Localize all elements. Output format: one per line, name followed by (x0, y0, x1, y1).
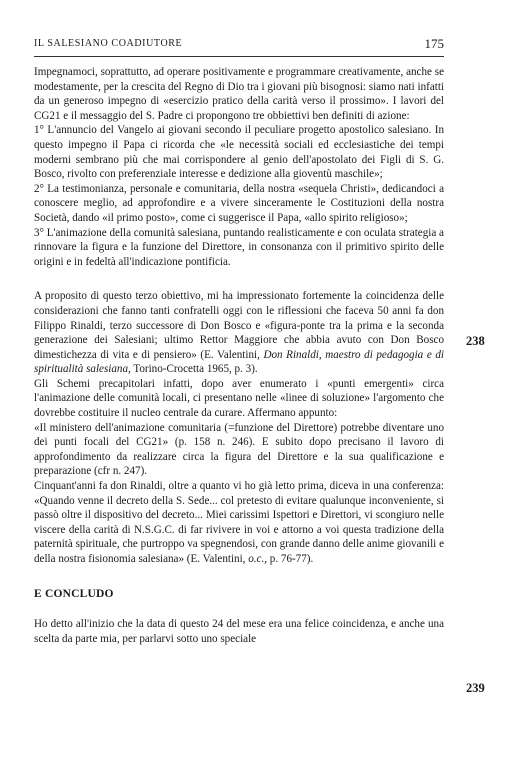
paragraph-text: Cinquant'anni fa don Rinaldi, oltre a quanto vi ho già letto prima, diceva in una conferenza: «Quando venne il decreto della S. Sede... col pretesto di evitare qualunque inconveniente, si passò oltre il dispositivo del decreto... Miei carissimi Ispettori e Direttori, vi scongiuro nelle viscere della carità di N.S.G.C. di far rivivere in voi e attorno a voi questa tradizione della paternità spirituale, che purtroppo va spegnendosi, con grande danno delle anime giovanili e della nostra fisionomia salesiana» (E. Valentini, (34, 480, 444, 565)
paragraph: 3° L'animazione della comunità salesiana, puntando realisticamente e con oculata strategia a rinnovare la figura e la funzione del Direttore, in consonanza con il primitivo spirito delle origini e in fedeltà all'indicazione pontificia. (34, 226, 444, 268)
page-body (34, 65, 444, 646)
paragraph: «Il ministero dell'animazione comunitaria (=funzione del Direttore) potrebbe diventare uno dei punti focali del CG21» (p. 158 n. 246). E subito dopo precisano il lavoro di approfondimento da realizzare circa la figura del Direttore e la sua qualificazione e preparazione (cfr n. 247). (34, 421, 444, 478)
citation-title: o.c., (248, 553, 268, 565)
paragraph-text: A proposito di questo terzo obiettivo, mi ha impressionato fortemente la coincidenza delle considerazioni che fanno tanti confratelli oggi con le riflessioni che faceva 50 anni fa don Filippo Rinaldi, terzo successore di Don Bosco e «figura-ponte tra la prima e la seconda generazione dei Salesiani; ultimo Rettor Maggiore che abbia avuto con Don Bosco dimestichezza di vita e di pensiero» (E. Valentini, (34, 290, 444, 361)
paragraph: Impegnamoci, soprattutto, ad operare positivamente e programmare creativamente, anche se modestamente, per la crescita del Regno di Dio tra i giovani più bisognosi: siamo nati infatti da un generoso impegno di «esercizio pratico della carità verso il prossimo». I lavori del CG21 e il messaggio del S. Padre ci propongono tre obbiettivi ben definiti di azione: (34, 66, 444, 122)
paragraph: Ho detto all'inizio che la data di questo 24 del mese era una felice coincidenza, e anche una scelta da parte mia, per parlarvi sotto uno speciale (34, 618, 444, 645)
running-header (34, 38, 444, 54)
paragraph: Gli Schemi precapitolari infatti, dopo aver enumerato i «punti emergenti» circa l'animazione delle comunità locali, ci presentano nelle «linee di soluzione» l'argomento che dovrebbe costituire il nucleo centrale da curare. Affermano appunto: (34, 377, 444, 420)
paragraph: 2° La testimonianza, personale e comunitaria, della nostra «sequela Christi», dedicandoci a conoscere meglio, ad approfondire e a vivere sinceramente le Costituzioni della nostra Società, dando «il primo posto», come ci suggerisce il Papa, «allo spirito religioso»; (34, 182, 444, 224)
section-heading: E CONCLUDO (34, 587, 114, 600)
paragraph (34, 479, 444, 567)
running-title: IL SALESIANO COADIUTORE (34, 38, 183, 49)
intro-block (34, 65, 444, 269)
paragraph (34, 289, 444, 377)
paragraph: 1° L'annuncio del Vangelo ai giovani secondo il peculiare progetto apostolico salesiano. In questo impegno il Papa ci ricorda che «le necessità sociali ed ecclesiastiche dei tempi moderni sembrano più che mai corrispondere al genio dell'apostolato dei Figli di S. G. Bosco, rivolto con preferenziale interesse e dedizione alla gioventù maschile»; (34, 124, 444, 181)
section-238-block (34, 289, 444, 566)
header-rule (34, 56, 444, 57)
margin-number-238: 238 (466, 334, 485, 348)
paragraph-text: p. 76-77). (267, 553, 314, 565)
margin-number-239: 239 (466, 681, 485, 695)
citation-title: Don Rinaldi, maestro di pedagogia e di spiritualità salesiana, (34, 348, 444, 376)
paragraph-text: Torino-Crocetta 1965, p. 3). (130, 363, 258, 376)
page-number: 175 (424, 36, 444, 51)
